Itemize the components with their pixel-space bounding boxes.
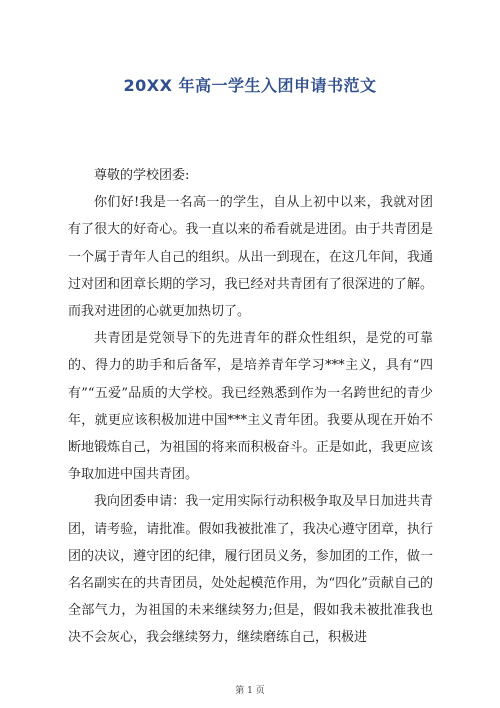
paragraph-2: 共青团是党领导下的先进青年的群众性组织，是党的可靠的、得力的助手和后备军，是培养青年学习***主义，具有“四有”“五爱”品质的大学校。我已经熟悉到作为一名跨世纪的青少年，就更应该积极加进中国***主义青年团。我要从现在开始不断地锻炼自己，为祖国的将来而积极奋斗。正是如此，我更应该争取加进中国共青团。 [68,331,433,483]
document-body [68,162,433,652]
paragraph-1: 你们好!我是一名高一的学生，自从上初中以来，我就对团有了很大的好奇心。我一直以来的希看就是进团。由于共青团是一个属于青年人自己的组织。从出一到现在，在这几年间，我通过对团和团章长期的学习，我已经对共青团有了很深进的了解。而我对进团的心就更加热切了。 [68,195,433,320]
page-number: 第 1 页 [235,686,265,696]
document-title: 20XX 年高一学生入团申请书范文 [123,76,377,95]
paragraph-3: 我向团委申请：我一定用实际行动积极争取及早日加进共青团，请考验，请批准。假如我被批准了，我决心遵守团章，执行团的决议，遵守团的纪律，履行团员义务，参加团的工作，做一名名副实在的共青团员，处处起模范作用，为“四化”贡献自己的全部气力，为祖国的未来继续努力;但是，假如我未被批准我也决不会灰心，我会继续努力，继续磨练自己，积极进 [68,494,433,646]
salutation: 尊敬的学校团委: [94,168,190,183]
